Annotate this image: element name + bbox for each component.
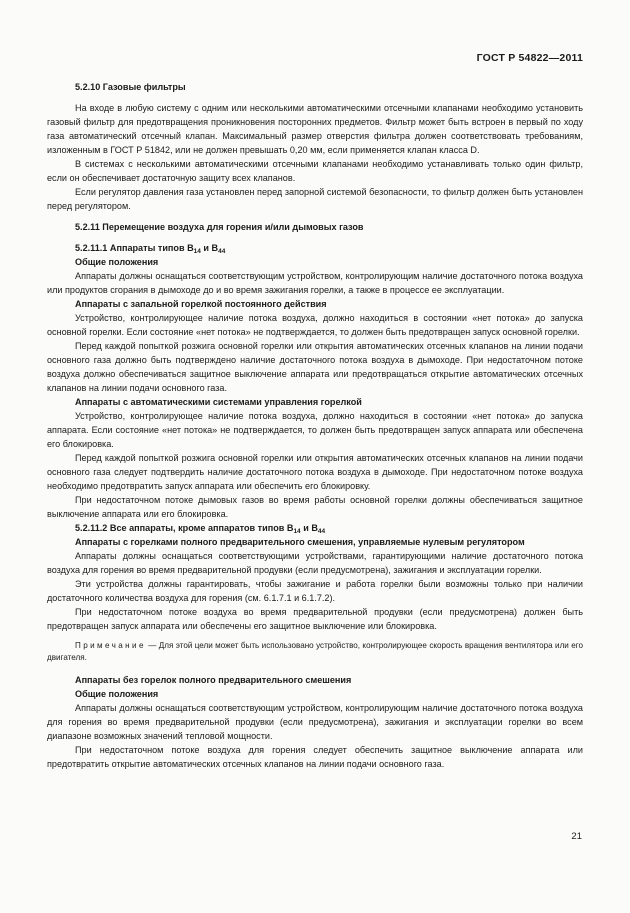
paragraph: При недостаточном потоке воздуха для горения следует обеспечить защитное выключение аппарата или предотвратить открытие автоматических отсечных клапанов на линии подачи основного газа. [47, 745, 583, 769]
subheading-no-premix: Аппараты без горелок полного предварительного смешения [75, 675, 352, 685]
subheading-general: Общие положения [75, 257, 159, 267]
section-heading-5-2-10: 5.2.10 Газовые фильтры [75, 82, 186, 92]
note-label: Примечание [75, 641, 146, 650]
note [47, 640, 583, 664]
heading-text: и B [200, 243, 219, 253]
heading-text: 5.2.11.1 Аппараты типов B [75, 243, 194, 253]
paragraph: При недостаточном потоке дымовых газов во время работы основной горелки должны обеспечиваться защитное выключение аппарата или его блокировка. [47, 495, 583, 519]
paragraph: Устройство, контролирующее наличие потока воздуха, должно находиться в состоянии «нет потока» до запуска аппарата. Если состояние «нет потока» не подтверждается, то должен быть предотвращен запуск аппарата или обеспечена его блокировка. [47, 411, 583, 449]
paragraph: Аппараты должны оснащаться соответствующим устройством, контролирующим наличие достаточного потока воздуха или продуктов сгорания в дымоходе до и во время зажигания горелки, а также в процессе ее эксплуатации. [47, 271, 583, 295]
subscript: 14 [293, 528, 301, 535]
paragraph: Устройство, контролирующее наличие потока воздуха, должно находиться в состоянии «нет потока» до запуска основной горелки. Если состояние «нет потока» не подтверждается, то должен быть предотвращен запуск основной горелки. [47, 313, 583, 337]
paragraph: При недостаточном потоке воздуха во время предварительной продувки (если предусмотрена) должен быть предотвращен запуск аппарата или обеспечены его защитное выключение или блокировка. [47, 607, 583, 631]
section-heading-5-2-11: 5.2.11 Перемещение воздуха для горения и/или дымовых газов [75, 222, 364, 232]
paragraph: В системах с несколькими автоматическими отсечными клапанами необходимо устанавливать только один фильтр, если он обеспечивает достаточную защиту всех клапанов. [47, 159, 583, 183]
subheading-automatic-control: Аппараты с автоматическими системами управления горелкой [75, 397, 362, 407]
paragraph: На входе в любую систему с одним или несколькими автоматическими отсечными клапанами необходимо установить газовый фильтр для предотвращения проникновения посторонних предметов. Фильтр может быть встроен в первый по ходу газа автоматический отсечный клапан. Максимальный размер отверстия фильтра должен соответствовать требованиям, изложенным в ГОСТ Р 51842, или не должен превышать 0,20 мм, если применяется клапан класса D. [47, 103, 583, 155]
paragraph: Если регулятор давления газа установлен перед запорной системой безопасности, то фильтр должен быть установлен перед регулятором. [47, 187, 583, 211]
subscript: 14 [193, 248, 201, 255]
paragraph: Аппараты должны оснащаться соответствующим устройством, контролирующим наличие достаточного потока воздуха для горения во время предварительной продувки (если предусмотрена), зажигания и эксплуатации горелки во всем диапазоне возможных значений тепловой мощности. [47, 703, 583, 741]
subscript: 44 [317, 528, 326, 535]
heading-text: 5.2.11.2 Все аппараты, кроме аппаратов типов B [75, 523, 294, 533]
subheading-premix: Аппараты с горелками полного предварительного смешения, управляемые нулевым регулятором [75, 537, 525, 547]
standard-header: ГОСТ Р 54822—2011 [476, 52, 583, 64]
paragraph: Эти устройства должны гарантировать, чтобы зажигание и работа горелки были возможны только при наличии достаточного количества воздуха для горения (см. 6.1.7.1 и 6.1.7.2). [47, 579, 583, 603]
subsection-heading-5-2-11-1 [47, 241, 583, 255]
heading-text: и B [300, 523, 318, 533]
page-number: 21 [571, 831, 582, 842]
note-text: — Для этой цели может быть использовано устройство, контролирующее скорость вращения вентилятора или его двигателя. [47, 641, 583, 662]
paragraph: Аппараты должны оснащаться соответствующими устройствами, гарантирующими наличие достаточного потока воздуха для горения во время предварительной продувки (если предусмотрена), зажигания и эксплуатации горелки. [47, 551, 583, 575]
subscript: 44 [218, 248, 226, 255]
paragraph: Перед каждой попыткой розжига основной горелки или открытия автоматических отсечных клапанов на линии подачи основного газа должно быть подтверждено наличие достаточного потока воздуха в дымоходе. При недостаточном потоке воздуха должно обеспечиваться защитное выключение аппарата или предотвращаться открытие автоматических отсечных клапанов на линии подачи основного газа. [47, 341, 583, 393]
paragraph: Перед каждой попыткой розжига основной горелки или открытия автоматических отсечных клапанов на линии подачи основного газа следует подтвердить наличие достаточного потока воздуха в дымоходе. При недостаточном потоке воздуха необходимо предотвратить запуск аппарата или обеспечить его блокировку. [47, 453, 583, 491]
page-content [47, 80, 583, 771]
subheading-pilot-burner: Аппараты с запальной горелкой постоянного действия [75, 299, 327, 309]
subheading-general: Общие положения [75, 689, 159, 699]
subsection-heading-5-2-11-2 [47, 521, 583, 535]
